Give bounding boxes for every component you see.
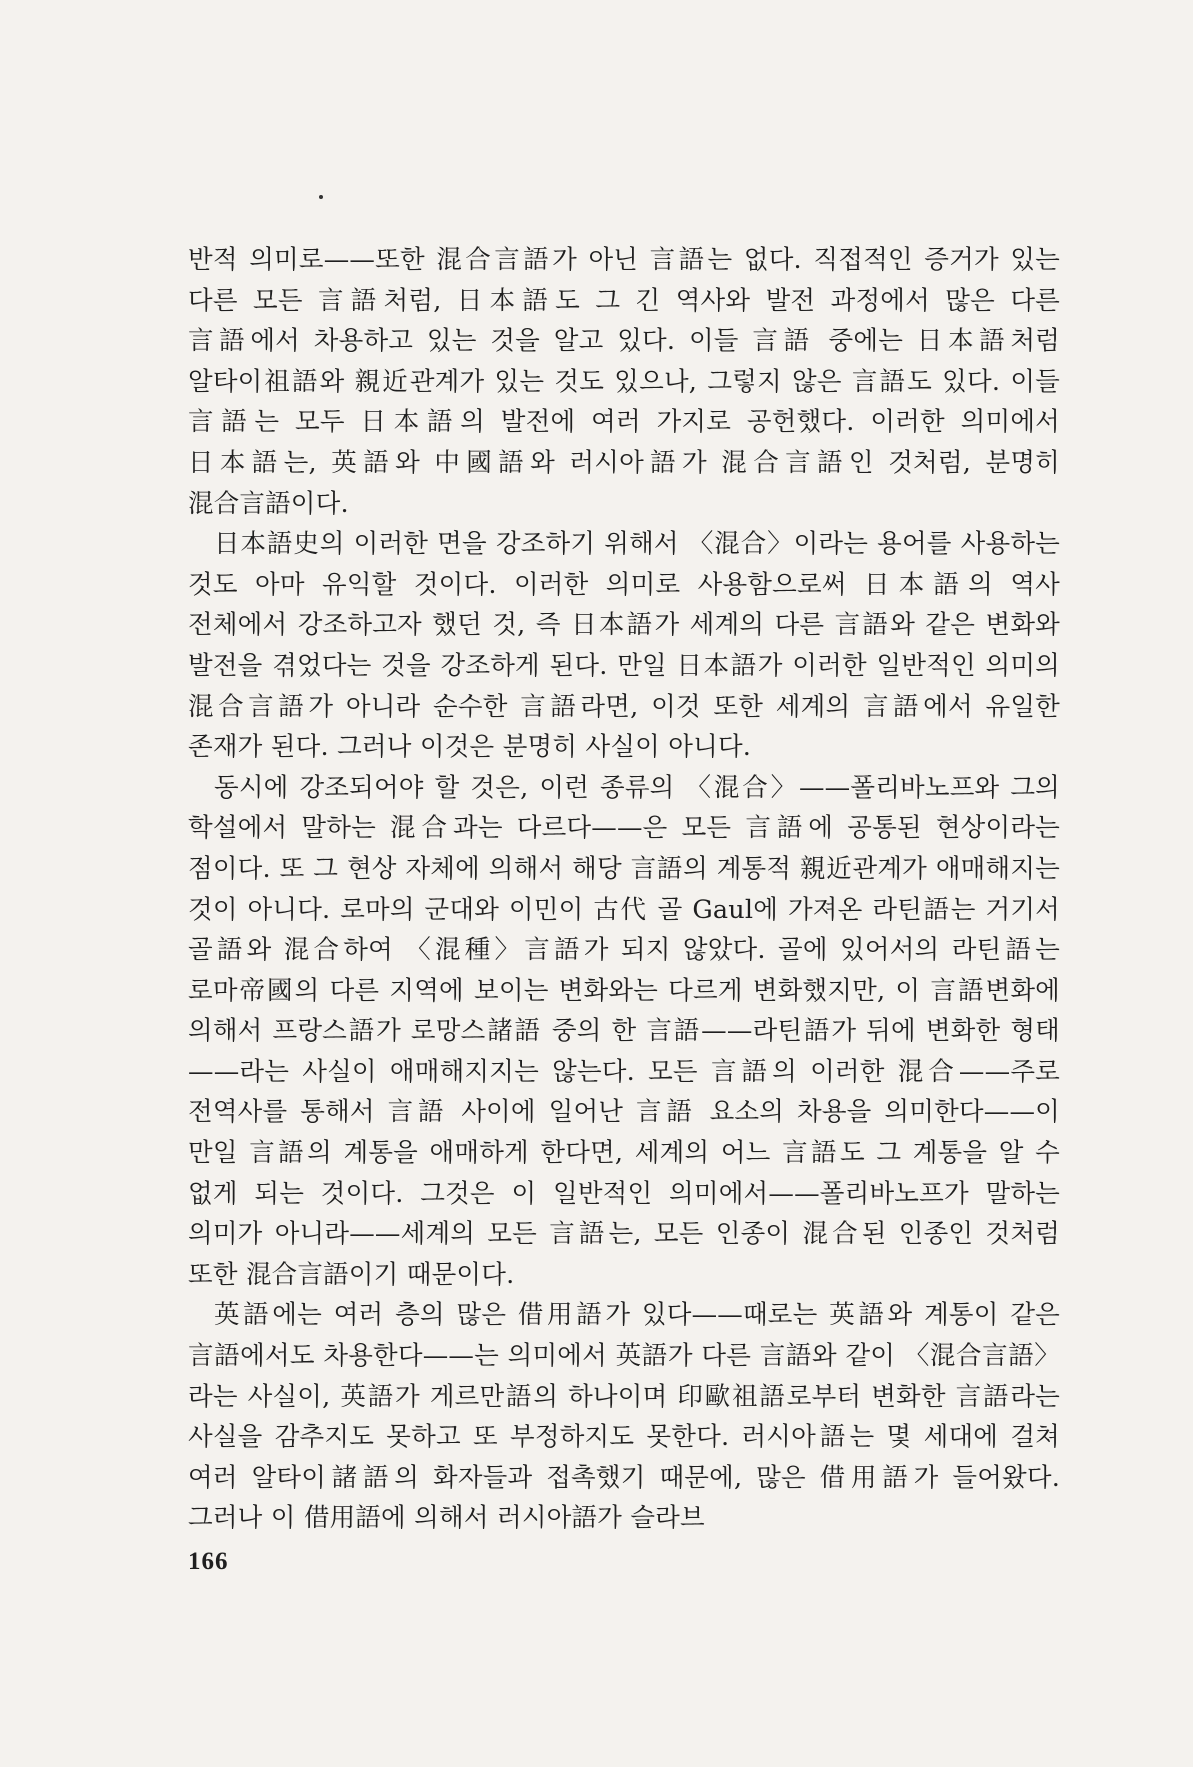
- paragraph-2: 日本語史의 이러한 면을 강조하기 위해서 〈混合〉이라는 용어를 사용하는 것도 아마 유익할 것이다. 이러한 의미로 사용함으로써 日本語의 역사 전체에서 강조하고자 했던 것, 즉 日本語가 세계의 다른 言語와 같은 변화와 발전을 겪었다는 것을 강조하게 된다. 만일 日本語가 이러한 일반적인 의미의 混合言語가 아니라 순수한 言語라면, 이것 또한 세계의 言語에서 유일한 존재가 된다. 그러나 이것은 분명히 사실이 아니다.: [188, 529, 1060, 763]
- paragraph-1: 반적 의미로——또한 混合言語가 아닌 言語는 없다. 직접적인 증거가 있는 다른 모든 言語처럼, 日本語도 그 긴 역사와 발전 과정에서 많은 다른 言語에서 차용하고 있는 것을 알고 있다. 이들 言語 중에는 日本語처럼 알타이祖語와 親近관계가 있는 것도 있으나, 그렇지 않은 言語도 있다. 이들 言語는 모두 日本語의 발전에 여러 가지로 공헌했다. 이러한 의미에서 日本語는, 英語와 中國語와 러시아語가 混合言語인 것처럼, 분명히 混合言語이다.: [188, 245, 1060, 519]
- paragraph-4: 英語에는 여러 층의 많은 借用語가 있다——때로는 英語와 계통이 같은 言語에서도 차용한다——는 의미에서 英語가 다른 言語와 같이 〈混合言語〉라는 사실이, 英語가 게르만語의 하나이며 印歐祖語로부터 변화한 言語라는 사실을 감추지도 못하고 또 부정하지도 못한다. 러시아語는 몇 세대에 걸쳐 여러 알타이諸語의 화자들과 접촉했기 때문에, 많은 借用語가 들어왔다. 그러나 이 借用語에 의해서 러시아語가 슬라브: [188, 1300, 1060, 1534]
- paragraph-3: 동시에 강조되어야 할 것은, 이런 종류의 〈混合〉——폴리바노프와 그의 학설에서 말하는 混合과는 다르다——은 모든 言語에 공통된 현상이라는 점이다. 또 그 현상 자체에 의해서 해당 言語의 계통적 親近관계가 애매해지는 것이 아니다. 로마의 군대와 이민이 古代 골 Gaul에 가져온 라틴語는 거기서 골語와 混合하여 〈混種〉言語가 되지 않았다. 골에 있어서의 라틴語는 로마帝國의 다른 지역에 보이는 변화와는 다르게 변화했지만, 이 言語변화에 의해서 프랑스語가 로망스諸語 중의 한 言語——라틴語가 뒤에 변화한 형태——라는 사실이 애매해지지는 않는다. 모든 言語의 이러한 混合——주로 전역사를 통해서 言語 사이에 일어난 言語 요소의 차용을 의미한다——이 만일 言語의 계통을 애매하게 한다면, 세계의 어느 言語도 그 계통을 알 수 없게 되는 것이다. 그것은 이 일반적인 의미에서——폴리바노프가 말하는 의미가 아니라——세계의 모든 言語는, 모든 인종이 混合된 인종인 것처럼 또한 混合言語이기 때문이다.: [188, 772, 1060, 1290]
- page-number: 166: [188, 1548, 229, 1575]
- body-text: [188, 240, 1060, 1539]
- stray-ink-dot: [319, 195, 323, 199]
